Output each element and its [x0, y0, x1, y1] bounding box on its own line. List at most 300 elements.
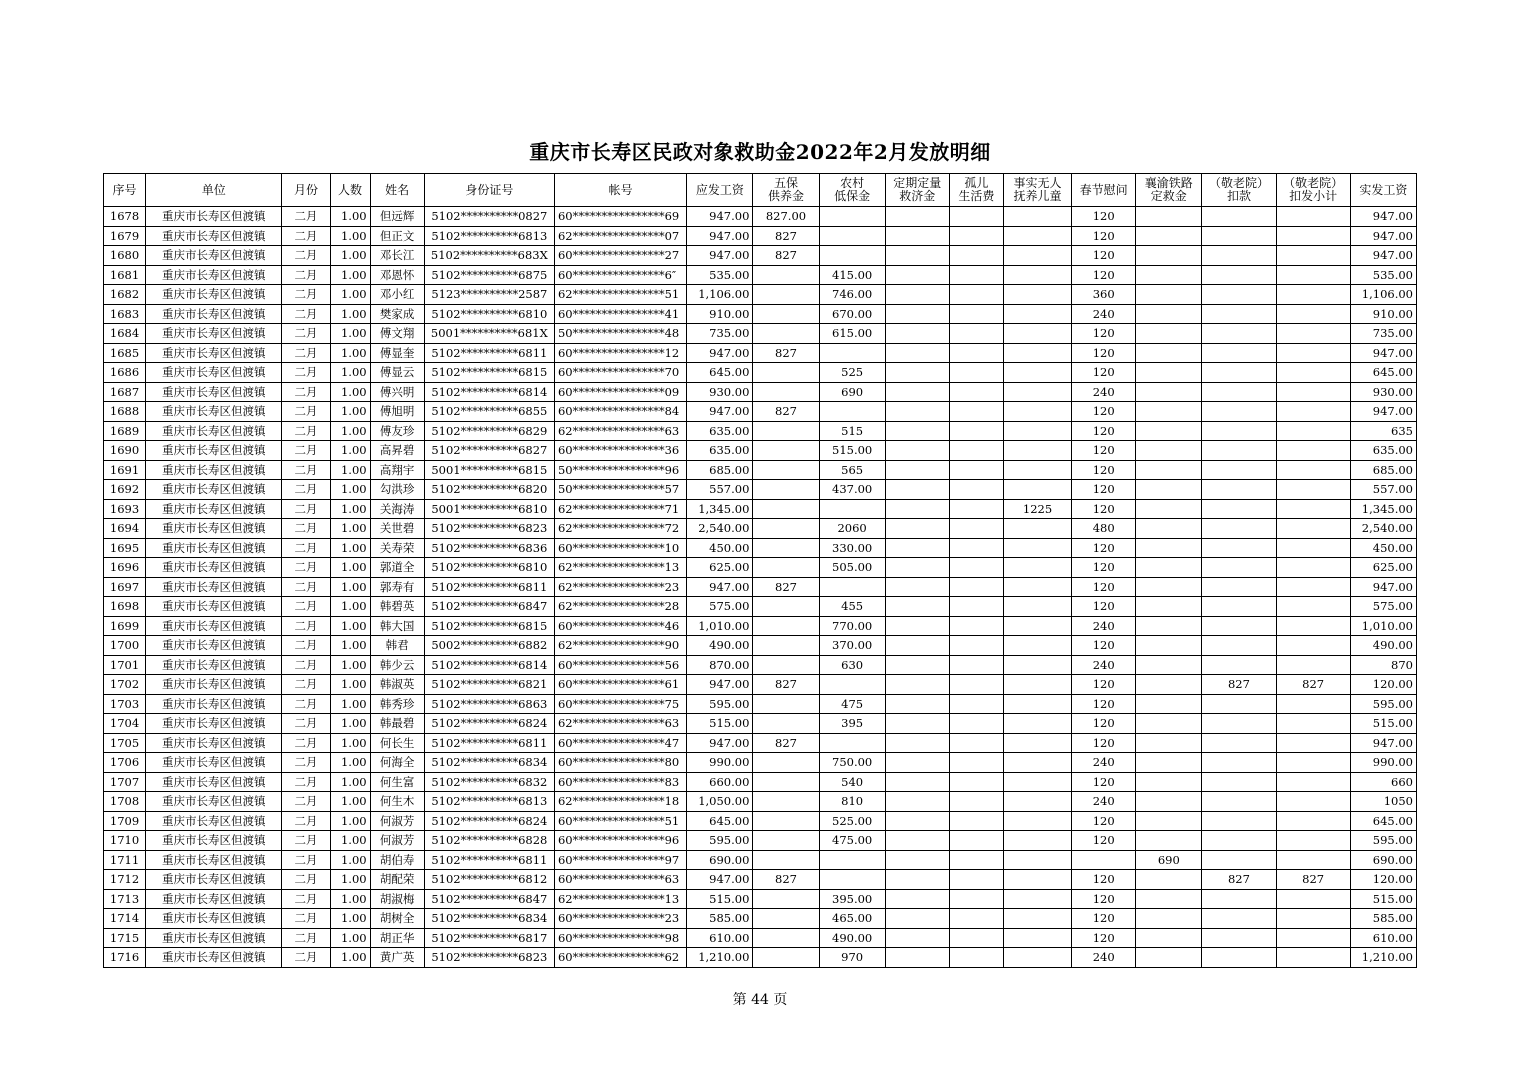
table-cell [1276, 207, 1350, 227]
table-row [104, 655, 1417, 675]
table-cell [885, 850, 949, 870]
table-row [104, 928, 1417, 948]
table-cell: 二月 [282, 558, 330, 578]
table-cell: 傅显奎 [370, 343, 424, 363]
table-cell [1136, 870, 1202, 890]
table-cell [1276, 519, 1350, 539]
table-cell: 傅兴明 [370, 382, 424, 402]
table-cell: 二月 [282, 246, 330, 266]
table-cell: 60****************97 [554, 850, 686, 870]
column-header: 单位 [146, 174, 282, 207]
table-cell [1003, 675, 1071, 695]
table-cell [1136, 636, 1202, 656]
table-cell: 610.00 [1350, 928, 1416, 948]
table-cell: 5102**********6813 [424, 792, 554, 812]
table-cell [1276, 792, 1350, 812]
table-cell: 二月 [282, 285, 330, 305]
table-row [104, 597, 1417, 617]
table-cell: 60****************23 [554, 909, 686, 929]
table-cell: 62****************13 [554, 558, 686, 578]
table-cell: 二月 [282, 655, 330, 675]
table-cell [1202, 850, 1276, 870]
table-cell: 5002**********6882 [424, 636, 554, 656]
table-cell: 5102**********6812 [424, 870, 554, 890]
table-cell: 5102**********6821 [424, 675, 554, 695]
table-cell: 1689 [104, 421, 146, 441]
table-cell [949, 441, 1003, 461]
table-cell [1202, 792, 1276, 812]
table-cell [1136, 694, 1202, 714]
table-cell [1276, 733, 1350, 753]
table-cell [1276, 850, 1350, 870]
table-cell: 120 [1072, 441, 1136, 461]
table-cell: 395 [819, 714, 885, 734]
table-cell [1003, 246, 1071, 266]
table-cell: 870.00 [687, 655, 753, 675]
table-cell [1276, 889, 1350, 909]
table-cell [949, 207, 1003, 227]
table-row [104, 343, 1417, 363]
table-cell [1003, 948, 1071, 968]
table-cell: 1.00 [330, 363, 370, 383]
table-cell: 947.00 [1350, 577, 1416, 597]
table-cell [1003, 519, 1071, 539]
table-cell [949, 558, 1003, 578]
table-cell [1003, 207, 1071, 227]
table-cell: 120 [1072, 733, 1136, 753]
column-header: 襄渝铁路 定救金 [1136, 174, 1202, 207]
table-cell: 重庆市长寿区但渡镇 [146, 558, 282, 578]
table-row [104, 714, 1417, 734]
table-cell [949, 304, 1003, 324]
table-cell: 60****************84 [554, 402, 686, 422]
table-cell: 重庆市长寿区但渡镇 [146, 714, 282, 734]
table-cell: 120 [1072, 772, 1136, 792]
table-cell: 60****************75 [554, 694, 686, 714]
table-cell: 重庆市长寿区但渡镇 [146, 226, 282, 246]
table-cell [885, 577, 949, 597]
table-cell [753, 694, 819, 714]
column-header: 帐号 [554, 174, 686, 207]
table-cell [753, 792, 819, 812]
table-cell [1136, 675, 1202, 695]
table-cell: 郭道全 [370, 558, 424, 578]
table-cell [885, 948, 949, 968]
table-row [104, 694, 1417, 714]
table-cell [885, 831, 949, 851]
table-cell: 重庆市长寿区但渡镇 [146, 480, 282, 500]
table-cell: 1.00 [330, 675, 370, 695]
table-cell [885, 811, 949, 831]
table-cell: 60****************27 [554, 246, 686, 266]
table-cell [1003, 558, 1071, 578]
table-cell: 515.00 [1350, 889, 1416, 909]
table-cell: 1713 [104, 889, 146, 909]
table-cell [819, 577, 885, 597]
table-cell [1136, 714, 1202, 734]
table-cell: 240 [1072, 753, 1136, 773]
table-cell [753, 324, 819, 344]
table-cell [885, 538, 949, 558]
table-cell [885, 265, 949, 285]
table-cell [1202, 616, 1276, 636]
table-cell [1136, 792, 1202, 812]
table-cell: 685.00 [1350, 460, 1416, 480]
table-cell: 60****************36 [554, 441, 686, 461]
table-row [104, 519, 1417, 539]
table-cell: 645.00 [687, 811, 753, 831]
table-cell: 947.00 [687, 226, 753, 246]
table-cell: 1700 [104, 636, 146, 656]
table-cell [1003, 265, 1071, 285]
table-cell: 1707 [104, 772, 146, 792]
table-cell: 595.00 [1350, 694, 1416, 714]
table-cell: 关世碧 [370, 519, 424, 539]
table-cell [1202, 519, 1276, 539]
table-cell [1136, 441, 1202, 461]
table-cell [1003, 616, 1071, 636]
table-cell: 1686 [104, 363, 146, 383]
table-cell: 5102**********6834 [424, 753, 554, 773]
table-cell [1003, 597, 1071, 617]
table-cell: 胡淑梅 [370, 889, 424, 909]
table-cell [885, 675, 949, 695]
table-cell: 565 [819, 460, 885, 480]
table-cell: 二月 [282, 928, 330, 948]
table-cell: 重庆市长寿区但渡镇 [146, 909, 282, 929]
table-cell [1202, 324, 1276, 344]
table-cell: 910.00 [1350, 304, 1416, 324]
table-cell: 5001**********681X [424, 324, 554, 344]
table-cell: 二月 [282, 460, 330, 480]
table-cell [753, 928, 819, 948]
table-cell [949, 226, 1003, 246]
table-cell: 827.00 [753, 207, 819, 227]
table-cell: 515.00 [687, 889, 753, 909]
table-cell [885, 733, 949, 753]
table-cell [753, 909, 819, 929]
table-cell: 635 [1350, 421, 1416, 441]
table-cell: 575.00 [687, 597, 753, 617]
table-row [104, 616, 1417, 636]
table-cell: 490.00 [687, 636, 753, 656]
table-cell: 韩少云 [370, 655, 424, 675]
table-cell: 二月 [282, 616, 330, 636]
table-cell [1202, 499, 1276, 519]
table-cell [753, 811, 819, 831]
table-cell [1276, 499, 1350, 519]
column-header: 实发工资 [1350, 174, 1416, 207]
table-cell: 重庆市长寿区但渡镇 [146, 811, 282, 831]
table-cell [949, 870, 1003, 890]
table-cell: 1705 [104, 733, 146, 753]
table-cell [1276, 460, 1350, 480]
table-cell [949, 285, 1003, 305]
table-cell: 610.00 [687, 928, 753, 948]
table-cell: 60****************63 [554, 870, 686, 890]
table-cell: 120 [1072, 480, 1136, 500]
table-cell [753, 285, 819, 305]
table-cell [1003, 753, 1071, 773]
table-cell: 120 [1072, 499, 1136, 519]
table-cell: 1691 [104, 460, 146, 480]
table-cell: 重庆市长寿区但渡镇 [146, 772, 282, 792]
table-cell [885, 304, 949, 324]
table-cell: 60****************12 [554, 343, 686, 363]
table-cell: 480 [1072, 519, 1136, 539]
table-cell: 947.00 [687, 577, 753, 597]
table-cell: 525 [819, 363, 885, 383]
table-header-row [104, 174, 1417, 207]
table-cell [1202, 304, 1276, 324]
table-cell: 62****************23 [554, 577, 686, 597]
table-cell: 5102**********6811 [424, 343, 554, 363]
table-cell: 韩淑英 [370, 675, 424, 695]
table-cell [753, 519, 819, 539]
table-cell [1276, 948, 1350, 968]
table-cell: 但远辉 [370, 207, 424, 227]
table-cell [1136, 928, 1202, 948]
table-cell: 490.00 [1350, 636, 1416, 656]
table-cell: 660 [1350, 772, 1416, 792]
table-cell [885, 226, 949, 246]
table-cell: 947.00 [1350, 246, 1416, 266]
table-cell: 1709 [104, 811, 146, 831]
table-cell: 5123**********2587 [424, 285, 554, 305]
table-cell: 1704 [104, 714, 146, 734]
table-cell: 重庆市长寿区但渡镇 [146, 304, 282, 324]
table-cell: 二月 [282, 733, 330, 753]
table-cell [1003, 460, 1071, 480]
table-cell [1202, 480, 1276, 500]
table-row [104, 558, 1417, 578]
table-cell: 947.00 [687, 733, 753, 753]
table-cell: 5102**********6847 [424, 889, 554, 909]
table-cell [1202, 402, 1276, 422]
table-row [104, 382, 1417, 402]
table-cell [1136, 226, 1202, 246]
table-cell: 635.00 [687, 421, 753, 441]
table-cell [1003, 636, 1071, 656]
table-cell [885, 363, 949, 383]
table-cell: 750.00 [819, 753, 885, 773]
table-cell: 240 [1072, 948, 1136, 968]
table-cell: 60****************80 [554, 753, 686, 773]
table-cell [885, 285, 949, 305]
table-cell: 1.00 [330, 577, 370, 597]
table-cell [1202, 831, 1276, 851]
table-cell: 1.00 [330, 616, 370, 636]
table-cell: 1690 [104, 441, 146, 461]
table-cell: 395.00 [819, 889, 885, 909]
table-cell: 黄广英 [370, 948, 424, 968]
table-cell: 2,540.00 [687, 519, 753, 539]
table-cell: 二月 [282, 948, 330, 968]
table-cell [819, 226, 885, 246]
table-cell: 1706 [104, 753, 146, 773]
table-cell [1276, 694, 1350, 714]
table-cell: 60****************46 [554, 616, 686, 636]
table-cell: 660.00 [687, 772, 753, 792]
table-cell: 1680 [104, 246, 146, 266]
table-cell [1276, 421, 1350, 441]
table-cell: 1.00 [330, 265, 370, 285]
table-cell: 1,010.00 [1350, 616, 1416, 636]
table-cell [949, 850, 1003, 870]
table-cell [1276, 616, 1350, 636]
table-cell: 关寿荣 [370, 538, 424, 558]
table-cell [949, 831, 1003, 851]
table-cell [753, 421, 819, 441]
table-cell [1136, 421, 1202, 441]
table-cell [885, 246, 949, 266]
table-cell [885, 343, 949, 363]
table-cell: 60****************47 [554, 733, 686, 753]
table-cell: 重庆市长寿区但渡镇 [146, 402, 282, 422]
table-cell: 827 [1202, 675, 1276, 695]
table-cell: 二月 [282, 597, 330, 617]
table-cell [885, 207, 949, 227]
table-cell [885, 558, 949, 578]
table-cell: 二月 [282, 441, 330, 461]
table-cell [949, 694, 1003, 714]
table-cell: 1711 [104, 850, 146, 870]
table-cell: 990.00 [687, 753, 753, 773]
table-cell: 827 [753, 246, 819, 266]
table-cell: 重庆市长寿区但渡镇 [146, 694, 282, 714]
table-cell [1202, 889, 1276, 909]
table-cell [1136, 811, 1202, 831]
table-cell: 二月 [282, 694, 330, 714]
table-cell [1136, 733, 1202, 753]
table-cell [1136, 304, 1202, 324]
table-cell [1202, 421, 1276, 441]
table-cell: 韩君 [370, 636, 424, 656]
table-cell: 970 [819, 948, 885, 968]
table-cell [1276, 636, 1350, 656]
table-cell [1202, 655, 1276, 675]
table-cell [1202, 909, 1276, 929]
table-cell: 645.00 [687, 363, 753, 383]
table-cell [819, 246, 885, 266]
table-cell [819, 733, 885, 753]
table-cell: 5102**********6829 [424, 421, 554, 441]
table-cell: 645.00 [1350, 811, 1416, 831]
table-cell: 1.00 [330, 519, 370, 539]
table-cell [1003, 421, 1071, 441]
table-cell: 二月 [282, 909, 330, 929]
column-header: 应发工资 [687, 174, 753, 207]
table-cell [949, 733, 1003, 753]
table-cell [1003, 402, 1071, 422]
table-cell: 韩碧英 [370, 597, 424, 617]
table-cell: 二月 [282, 870, 330, 890]
table-cell: 1225 [1003, 499, 1071, 519]
table-cell: 1.00 [330, 460, 370, 480]
table-cell: 60****************70 [554, 363, 686, 383]
table-cell: 630 [819, 655, 885, 675]
table-cell: 重庆市长寿区但渡镇 [146, 577, 282, 597]
table-cell: 120 [1072, 909, 1136, 929]
table-cell: 二月 [282, 792, 330, 812]
table-cell: 邓恩怀 [370, 265, 424, 285]
table-cell: 5102**********0827 [424, 207, 554, 227]
table-cell [1276, 382, 1350, 402]
table-cell: 120 [1072, 636, 1136, 656]
table-cell [1003, 889, 1071, 909]
table-cell [753, 441, 819, 461]
table-cell [1136, 324, 1202, 344]
table-row [104, 948, 1417, 968]
table-cell: 何生木 [370, 792, 424, 812]
table-row [104, 811, 1417, 831]
table-cell: 5102**********683X [424, 246, 554, 266]
table-cell [1136, 480, 1202, 500]
table-cell: 120 [1072, 714, 1136, 734]
table-cell: 重庆市长寿区但渡镇 [146, 421, 282, 441]
table-cell [949, 928, 1003, 948]
table-cell [753, 753, 819, 773]
table-cell [949, 246, 1003, 266]
table-cell: 120 [1072, 811, 1136, 831]
table-cell [1202, 928, 1276, 948]
table-cell [1202, 246, 1276, 266]
table-cell: 5102**********6828 [424, 831, 554, 851]
table-cell: 重庆市长寿区但渡镇 [146, 207, 282, 227]
table-cell [753, 265, 819, 285]
table-cell: 二月 [282, 207, 330, 227]
table-cell: 重庆市长寿区但渡镇 [146, 792, 282, 812]
table-cell [1276, 909, 1350, 929]
table-cell: 重庆市长寿区但渡镇 [146, 928, 282, 948]
table-cell: 1050 [1350, 792, 1416, 812]
table-cell [949, 655, 1003, 675]
table-cell: 5102**********6824 [424, 714, 554, 734]
table-cell: 1699 [104, 616, 146, 636]
table-cell: 475 [819, 694, 885, 714]
table-cell: 120 [1072, 831, 1136, 851]
table-cell: 120.00 [1350, 675, 1416, 695]
table-row [104, 753, 1417, 773]
table-row [104, 402, 1417, 422]
table-cell [949, 772, 1003, 792]
table-cell: 670.00 [819, 304, 885, 324]
table-cell: 827 [753, 870, 819, 890]
table-cell: 关海涛 [370, 499, 424, 519]
table-row [104, 870, 1417, 890]
table-cell: 990.00 [1350, 753, 1416, 773]
table-cell: 重庆市长寿区但渡镇 [146, 870, 282, 890]
table-cell: 1681 [104, 265, 146, 285]
table-cell: 1.00 [330, 909, 370, 929]
table-cell: 5102**********6815 [424, 363, 554, 383]
table-cell: 1694 [104, 519, 146, 539]
table-cell [1202, 694, 1276, 714]
table-cell [1202, 538, 1276, 558]
column-header: 农村 低保金 [819, 174, 885, 207]
table-cell: 515.00 [687, 714, 753, 734]
table-row [104, 304, 1417, 324]
table-cell [1003, 870, 1071, 890]
table-cell [949, 714, 1003, 734]
table-cell: 1.00 [330, 207, 370, 227]
table-cell: 二月 [282, 343, 330, 363]
table-cell [949, 597, 1003, 617]
table-cell: 947.00 [687, 870, 753, 890]
table-cell [753, 889, 819, 909]
table-cell: 重庆市长寿区但渡镇 [146, 733, 282, 753]
table-cell [1136, 772, 1202, 792]
